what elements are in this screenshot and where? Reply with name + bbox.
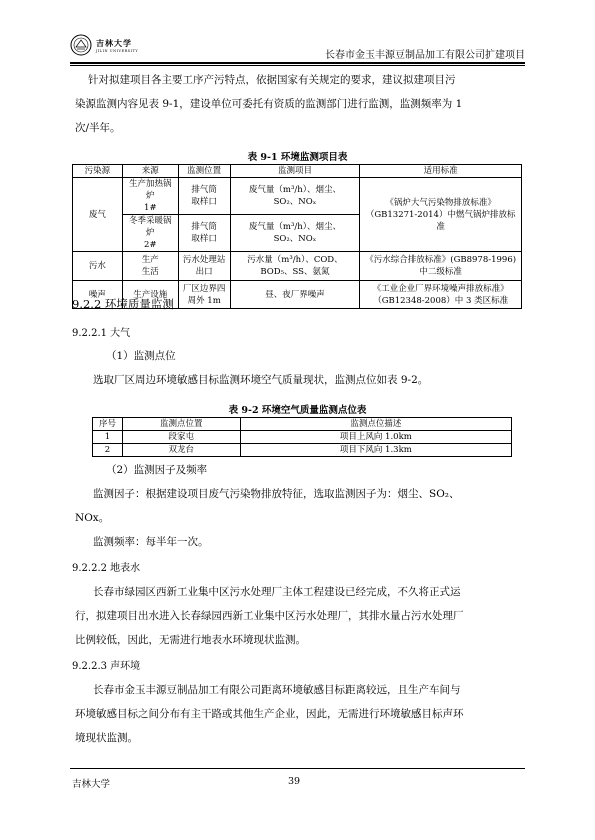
paragraph-monitoring-points: 选取厂区周边环境敏感目标监测环境空气质量现状，监测点位如表 9-2。 [93, 374, 429, 386]
table-cell: 废气量（m³/h）、烟尘、 SO₂、NOₓ [230, 215, 360, 252]
table-cell: 污水处理站 出口 [178, 252, 230, 281]
subsection-heading: 9.2.2.1 大气 [72, 328, 131, 339]
table-header-row [93, 418, 512, 431]
surface-water-line-2: 行，拟建项目出水进入长春绿园西新工业集中区污水处理厂，其排水量占污水处理厂 [75, 610, 464, 622]
table-row [93, 431, 512, 444]
header-rule-thin [70, 65, 525, 66]
footer-rule [70, 768, 525, 769]
col-header: 序号 [93, 418, 123, 431]
university-seal-icon [70, 34, 92, 56]
table-cell: 《工业企业厂界环境噪声排放标准》 （GB12348-2008）中 3 类区标准 [360, 281, 522, 309]
table-cell: 项目下风向 1.3km [240, 444, 511, 457]
pollution-source-cell: 噪声 [73, 281, 123, 309]
logo-text: 吉林大学 [96, 38, 132, 48]
col-header: 适用标准 [360, 165, 522, 178]
factor-line-2: NOx。 [75, 512, 110, 524]
col-header: 监测点位置 [122, 418, 240, 431]
section-heading: 9.2.2 环境质量监测 [72, 297, 174, 311]
subheading-factors: （2）监测因子及频率 [106, 464, 208, 476]
table1-caption: 表 9-1 环境监测项目表 [247, 152, 348, 163]
table-cell: 2 [93, 444, 123, 457]
subsection-heading: 9.2.2.2 地表水 [72, 563, 141, 574]
table-cell: 生产加热锅炉 1# [122, 178, 178, 215]
surface-water-line-3: 比例较低，因此，无需进行地表水环境现状监测。 [75, 634, 306, 646]
table-row [73, 252, 522, 281]
col-header: 监测位置 [178, 165, 230, 178]
table-cell: 生产 生活 [122, 252, 178, 281]
intro-line-1: 针对拟建项目各主要工序产污特点，依据国家有关规定的要求，建议拟建项目污 [88, 74, 456, 86]
sound-line-3: 境现状监测。 [75, 732, 138, 744]
frequency-line: 监测频率：每半年一次。 [93, 536, 209, 548]
table-cell: 昼、夜厂界噪声 [230, 281, 360, 309]
table2-caption: 表 9-2 环境空气质量监测点位表 [228, 405, 367, 416]
table-cell: 生产设施 [122, 281, 178, 309]
table-cell: 排气筒 取样口 [178, 215, 230, 252]
monitoring-items-table [72, 164, 522, 309]
surface-water-line-1: 长春市绿园区西新工业集中区污水处理厂主体工程建设已经完成，不久将正式运 [93, 586, 461, 598]
table-cell: 《污水综合排放标准》(GB8978-1996) 中二级标准 [360, 252, 522, 281]
sound-line-1: 长春市金玉丰源豆制品加工有限公司距离环境敏感目标距离较远，且生产车间与 [93, 684, 461, 696]
table-cell: 排气筒 取样口 [178, 178, 230, 215]
pollution-source-cell: 污水 [73, 252, 123, 281]
intro-line-2: 染源监测内容见表 9-1，建设单位可委托有资质的监测部门进行监测，监测频率为 1 [75, 98, 463, 110]
table-cell: 1 [93, 431, 123, 444]
table-cell: 冬季采暖锅炉 2# [122, 215, 178, 252]
table-cell: 双龙台 [122, 444, 240, 457]
logo-subtext: JILIN UNIVERSITY [96, 49, 139, 53]
table-cell: 段家屯 [122, 431, 240, 444]
table-cell: 厂区边界四 周外 1m [178, 281, 230, 309]
air-monitoring-points-table [92, 417, 512, 457]
table-cell: 项目上风向 1.0km [240, 431, 511, 444]
col-header: 来源 [122, 165, 178, 178]
header-rule [70, 62, 525, 64]
intro-line-3: 次/半年。 [75, 122, 121, 134]
page-number: 39 [288, 776, 301, 787]
table-cell: 污水量（m³/h）、COD、 BOD₅、SS、氨氮 [230, 252, 360, 281]
table-row [93, 444, 512, 457]
page-header [70, 34, 525, 64]
sound-line-2: 环境敏感目标之间分布有主干路或其他生产企业，因此，无需进行环境敏感目标声环 [75, 708, 464, 720]
footer-university: 吉林大学 [72, 779, 111, 790]
subsection-heading: 9.2.2.3 声环境 [72, 661, 141, 672]
pollution-source-cell: 废气 [73, 178, 123, 252]
table-cell: 废气量（m³/h）、烟尘、 SO₂、NOₓ [230, 178, 360, 215]
table-cell: 《锅炉大气污染物排放标准》 （GB13271-2014）中燃气锅炉排放标 准 [360, 178, 522, 252]
table-header-row [73, 165, 522, 178]
subheading-monitoring-points: （1）监测点位 [106, 350, 176, 362]
factor-line-1: 监测因子：根据建设项目废气污染物排放特征，选取监测因子为：烟尘、SO₂、 [93, 488, 460, 500]
table-row [73, 178, 522, 215]
col-header: 监测点位描述 [240, 418, 511, 431]
header-title: 长春市金玉丰源豆制品加工有限公司扩建项目 [325, 50, 525, 61]
col-header: 监测项目 [230, 165, 360, 178]
col-header: 污染源 [73, 165, 123, 178]
